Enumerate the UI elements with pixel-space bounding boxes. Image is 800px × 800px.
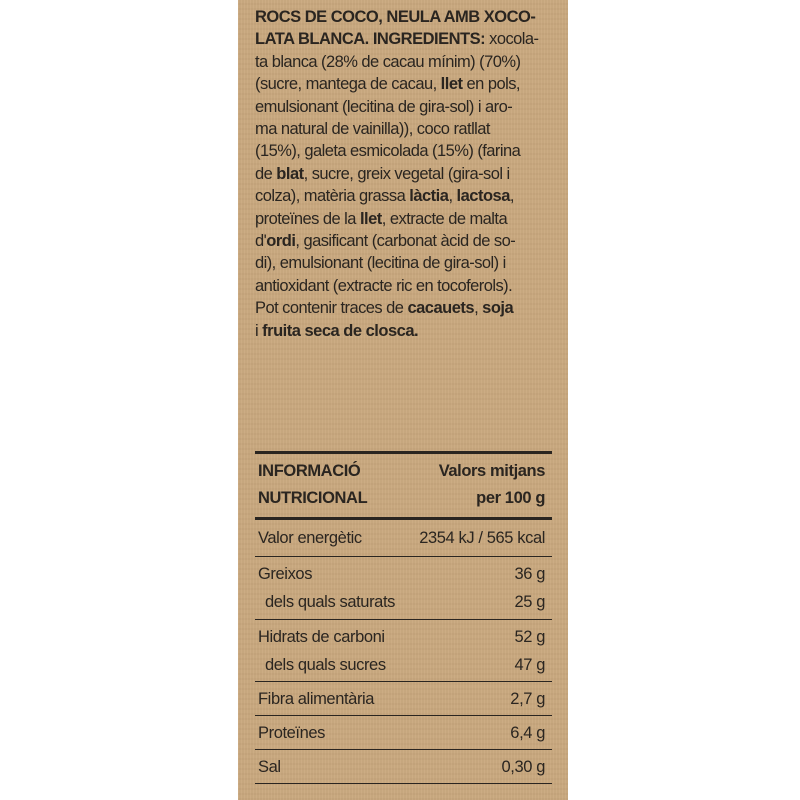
row-divider (255, 556, 552, 557)
allergen-bold-text: cacauets (407, 299, 475, 318)
ingredients-run: , (448, 187, 457, 206)
ingredients-run: ta blanca (28% de cacau mínim) (70%) (255, 52, 521, 71)
ingredients-run: d' (255, 232, 267, 251)
allergen-bold-text: blat (276, 164, 304, 183)
values-heading-line-1: Valors mitjans (438, 462, 545, 480)
ingredients-run: de (255, 164, 277, 183)
row-divider (255, 749, 552, 750)
ingredients-run: , (474, 299, 483, 318)
nutrition-heading (258, 458, 418, 512)
saturates-value: 25 g (514, 593, 545, 611)
row-divider (255, 681, 552, 682)
ingredients-line (255, 28, 555, 50)
table-bottom-rule (255, 783, 552, 784)
nutrition-heading-line-1: INFORMACIÓ (258, 462, 361, 480)
ingredients-line (255, 51, 555, 73)
ingredients-run: di), emulsionant (lecitina de gira-sol) i (255, 254, 506, 273)
ingredients-line (255, 118, 555, 140)
ingredients-line (255, 6, 555, 28)
allergen-bold-text: llet (440, 75, 463, 94)
ingredients-line (255, 275, 555, 297)
ingredients-run: , sucre, greix vegetal (gira-sol i (303, 164, 510, 183)
allergen-bold-text: ROCS DE COCO, NEULA AMB XOCO- (255, 8, 536, 26)
sugars-value: 47 g (514, 656, 545, 674)
ingredients-line (255, 208, 555, 230)
protein-value: 6,4 g (510, 724, 545, 742)
ingredients-line (255, 96, 555, 118)
carbs-value: 52 g (514, 628, 545, 646)
ingredients-run: i (255, 321, 263, 340)
ingredients-run: xocola- (485, 30, 539, 49)
nutrition-heading-line-2: NUTRICIONAL (258, 489, 368, 507)
allergen-bold-text: fruita seca de closca. (262, 321, 419, 340)
fibre-value: 2,7 g (510, 690, 545, 708)
fibre-label: Fibra alimentària (258, 690, 375, 708)
row-divider (255, 619, 552, 620)
protein-label: Proteïnes (258, 724, 326, 742)
ingredients-run: , (509, 187, 514, 206)
energy-value: 2354 kJ / 565 kcal (419, 529, 545, 547)
table-top-rule (255, 451, 552, 454)
ingredients-line (255, 320, 555, 342)
energy-label: Valor energètic (258, 529, 362, 547)
ingredients-run: , gasificant (carbonat àcid de so- (295, 232, 516, 251)
ingredients-run: ma natural de vainilla)), coco ratllat (255, 120, 490, 139)
values-heading (400, 458, 545, 512)
ingredients-run: en pols, (462, 75, 520, 94)
ingredients-run: proteïnes de la (255, 209, 360, 228)
ingredients-run: colza), matèria grassa (255, 187, 410, 206)
salt-value: 0,30 g (501, 758, 545, 776)
ingredients-run: emulsionant (lecitina de gira-sol) i aro- (255, 97, 513, 116)
allergen-bold-text: ordi (266, 232, 296, 251)
ingredients-run: (15%), galeta esmicolada (15%) (farina (255, 142, 521, 161)
fat-value: 36 g (514, 565, 545, 583)
carbs-label: Hidrats de carboni (258, 628, 385, 646)
allergen-bold-text: LATA BLANCA. INGREDIENTS: (255, 30, 486, 49)
ingredients-line (255, 297, 555, 319)
allergen-bold-text: lactosa (456, 187, 510, 206)
row-divider (255, 715, 552, 716)
allergen-bold-text: llet (359, 209, 382, 228)
ingredients-line (255, 252, 555, 274)
ingredients-run: (sucre, mantega de cacau, (255, 75, 441, 94)
ingredients-run: Pot contenir traces de (255, 299, 408, 318)
sugars-label: dels quals sucres (265, 656, 386, 674)
salt-label: Sal (258, 758, 281, 776)
ingredients-run: , extracte de malta (381, 209, 508, 228)
fat-label: Greixos (258, 565, 313, 583)
ingredients-line (255, 163, 555, 185)
table-header-rule (255, 517, 552, 520)
allergen-bold-text: soja (482, 299, 514, 318)
allergen-bold-text: làctia (409, 187, 449, 206)
ingredients-line (255, 185, 555, 207)
ingredients-line (255, 140, 555, 162)
saturates-label: dels quals saturats (265, 593, 395, 611)
ingredients-run: antioxidant (extracte ric en tocoferols). (255, 276, 513, 295)
values-heading-line-2: per 100 g (476, 489, 545, 507)
ingredients-text (255, 6, 555, 342)
ingredients-line (255, 230, 555, 252)
ingredients-line (255, 73, 555, 95)
